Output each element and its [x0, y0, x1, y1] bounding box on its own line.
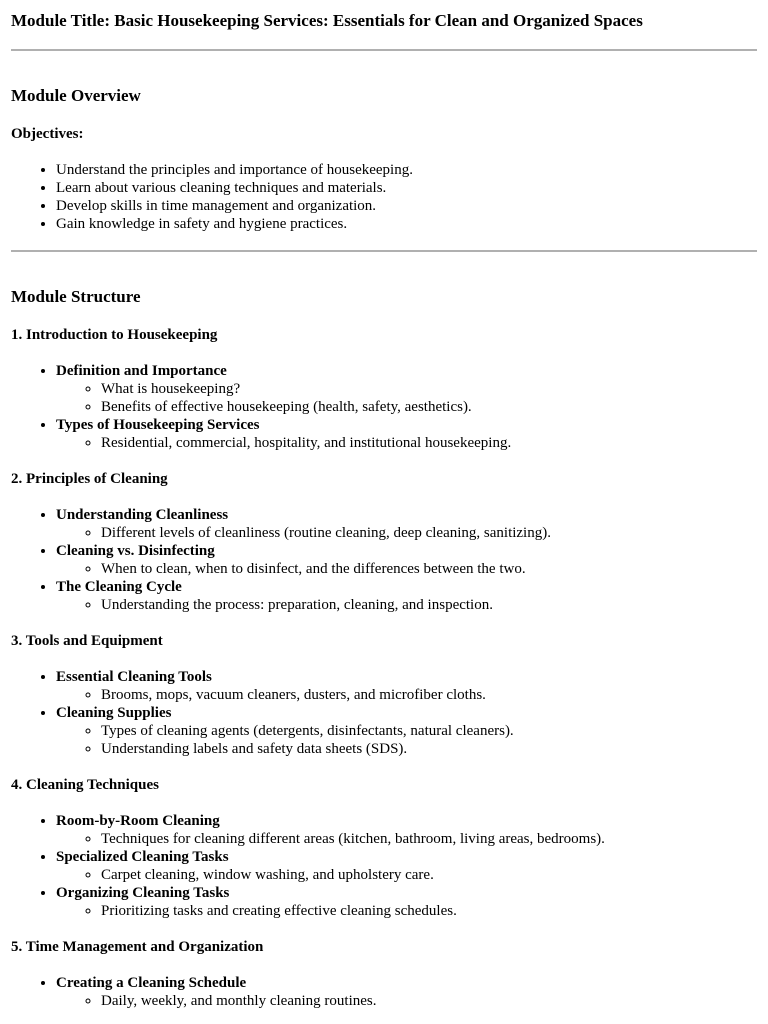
sub-item: ◦ Prioritizing tasks and creating effective cleaning schedules.	[101, 902, 757, 920]
sub-item: ◦ Techniques for cleaning different areas (kitchen, bathroom, living areas, bedrooms).	[101, 830, 757, 848]
sub-item: ◦ Residential, commercial, hospitality, and institutional housekeeping.	[101, 434, 757, 452]
section-heading: 1. Introduction to Housekeeping	[11, 327, 218, 343]
item-title: Cleaning vs. Disinfecting	[56, 543, 215, 559]
item-title: Organizing Cleaning Tasks	[56, 885, 230, 901]
list-item	[56, 578, 757, 614]
sub-item: ◦ Brooms, mops, vacuum cleaners, dusters, and microfiber cloths.	[101, 686, 757, 704]
sub-item: ◦ Understanding labels and safety data sheets (SDS).	[101, 740, 757, 758]
objective-item: • Gain knowledge in safety and hygiene practices.	[56, 215, 757, 233]
sub-item: ◦ Carpet cleaning, window washing, and upholstery care.	[101, 866, 757, 884]
section-heading: 5. Time Management and Organization	[11, 939, 264, 955]
sub-item: ◦ Different levels of cleanliness (routine cleaning, deep cleaning, sanitizing).	[101, 524, 757, 542]
item-title: The Cleaning Cycle	[56, 579, 182, 595]
divider	[11, 49, 757, 51]
list-item	[56, 542, 757, 578]
objectives-label: Objectives:	[11, 126, 84, 142]
sub-item: ◦ Understanding the process: preparation, cleaning, and inspection.	[101, 596, 757, 614]
section-items	[11, 812, 757, 920]
list-item	[56, 812, 757, 848]
item-title: Definition and Importance	[56, 363, 227, 379]
sub-item: ◦ Benefits of effective housekeeping (health, safety, aesthetics).	[101, 398, 757, 416]
overview-heading: Module Overview	[11, 86, 141, 105]
objectives-list	[11, 161, 757, 233]
section-items	[11, 506, 757, 614]
section-items	[11, 362, 757, 452]
item-title: Types of Housekeeping Services	[56, 417, 260, 433]
sub-item: ◦ Types of cleaning agents (detergents, disinfectants, natural cleaners).	[101, 722, 757, 740]
list-item	[56, 362, 757, 416]
sub-item: ◦ When to clean, when to disinfect, and the differences between the two.	[101, 560, 757, 578]
section-items	[11, 668, 757, 758]
section-items	[11, 974, 757, 1010]
section-heading: 3. Tools and Equipment	[11, 633, 163, 649]
sub-item: ◦ What is housekeeping?	[101, 380, 757, 398]
sub-item: ◦ Daily, weekly, and monthly cleaning routines.	[101, 992, 757, 1010]
list-item	[56, 974, 757, 1010]
item-title: Cleaning Supplies	[56, 705, 172, 721]
objective-item: • Understand the principles and importance of housekeeping.	[56, 161, 757, 179]
objective-item: • Learn about various cleaning techniques and materials.	[56, 179, 757, 197]
structure-heading: Module Structure	[11, 287, 141, 306]
item-title: Creating a Cleaning Schedule	[56, 975, 247, 991]
section-heading: 2. Principles of Cleaning	[11, 471, 168, 487]
list-item	[56, 668, 757, 704]
item-title: Essential Cleaning Tools	[56, 669, 212, 685]
list-item	[56, 848, 757, 884]
list-item	[56, 416, 757, 452]
list-item	[56, 704, 757, 758]
objective-item: • Develop skills in time management and organization.	[56, 197, 757, 215]
list-item	[56, 884, 757, 920]
list-item	[56, 506, 757, 542]
divider	[11, 250, 757, 252]
section-heading: 4. Cleaning Techniques	[11, 777, 159, 793]
item-title: Specialized Cleaning Tasks	[56, 849, 229, 865]
item-title: Room-by-Room Cleaning	[56, 813, 220, 829]
module-title: Module Title: Basic Housekeeping Services: Essentials for Clean and Organized Spaces	[11, 11, 643, 30]
item-title: Understanding Cleanliness	[56, 507, 229, 523]
